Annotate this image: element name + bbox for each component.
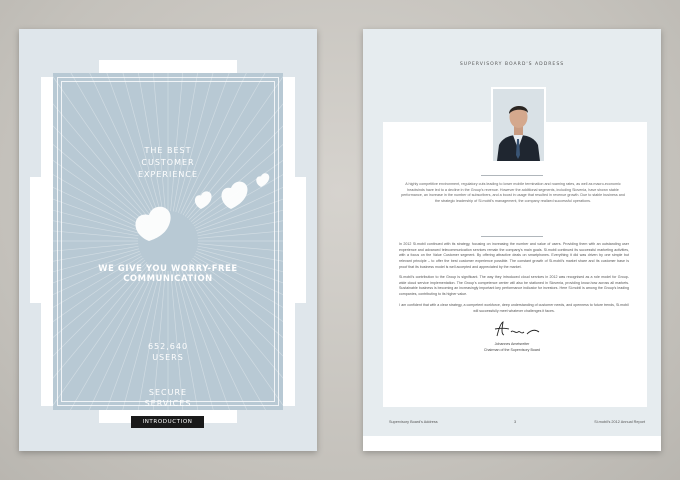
page-left-band bbox=[363, 122, 383, 407]
cover-users-stat: 652,640 USERS bbox=[147, 342, 189, 362]
signatory-name: Johannes Ametsreiter bbox=[494, 342, 530, 346]
cover-page bbox=[19, 29, 317, 451]
cover-tagline: WE GIVE YOU WORRY-FREE COMMUNICATION bbox=[98, 263, 238, 283]
lead-paragraph: A highly competitive environment, regulatory cuts leading to lower mobile termination and roaming rates, as well as macro-economic headwinds have led to a decline in the Group's revenue. However the additional segments, including Slovenia, have shown stable performance, an increase in the number of subscribers, and a boost in usage that resulted in revenue growth. Due to stable business and the strategic leadership of Si.mobil's management, the company realized successful operations. bbox=[401, 182, 625, 204]
chairman-portrait bbox=[491, 87, 546, 163]
introduction-label: INTRODUCTION bbox=[131, 416, 204, 428]
footer-report-name: Si.mobil's 2012 Annual Report bbox=[594, 420, 645, 424]
body-paragraph: In 2012 Si.mobil continued with its strategy, focusing on increasing the number and value of users. Providing them with an outstanding user experience and advanced telecommunication services remain the company's main goals. Si.mobil continued its successful marketing activities, with a focus on the Value Customer segment. By offering attractive deals on smartphones. Everything it did was driven by one simple but relevant principle – to offer the best customer experience possible. The constant growth of Si.mobil's market share and its customer base is proof that its business model is well accepted and appreciated by the market. bbox=[399, 242, 629, 269]
person-photo-icon bbox=[493, 89, 544, 161]
signature bbox=[483, 320, 553, 340]
cover-title: THE BEST CUSTOMER EXPERIENCE bbox=[137, 146, 198, 179]
page-number: 3 bbox=[514, 420, 517, 424]
cover-illustration bbox=[53, 73, 283, 410]
page-right-band bbox=[647, 122, 661, 407]
divider bbox=[481, 236, 543, 237]
body-paragraph: I am confident that with a clear strategy, a competent workforce, deep understanding of customer needs, and openness to future trends, Si.mobil will successfully meet whatever challenges it faces. bbox=[399, 303, 629, 313]
signatory-title: Chairman of the Supervisory Board bbox=[483, 348, 541, 352]
body-paragraph: Si.mobil's contribution to the Group is significant. The way they introduced cloud services in 2012 was recognised as a role model for Group-wide cloud service implementation. The Group's competence center will also be stationed in Slovenia, providing know-how across all markets. Sustainable business is becoming an increasingly important key performance indicator for investors. Here Si.mobil is among the Group's leading companies, contributing to its higher value. bbox=[399, 275, 629, 297]
cover-secure-services: SECURE SERVICES bbox=[144, 388, 192, 408]
address-page bbox=[363, 29, 661, 451]
footer-section-name: Supervisory Board's Address bbox=[389, 420, 438, 424]
page-title: SUPERVISORY BOARD'S ADDRESS bbox=[459, 62, 565, 67]
divider bbox=[481, 175, 543, 176]
